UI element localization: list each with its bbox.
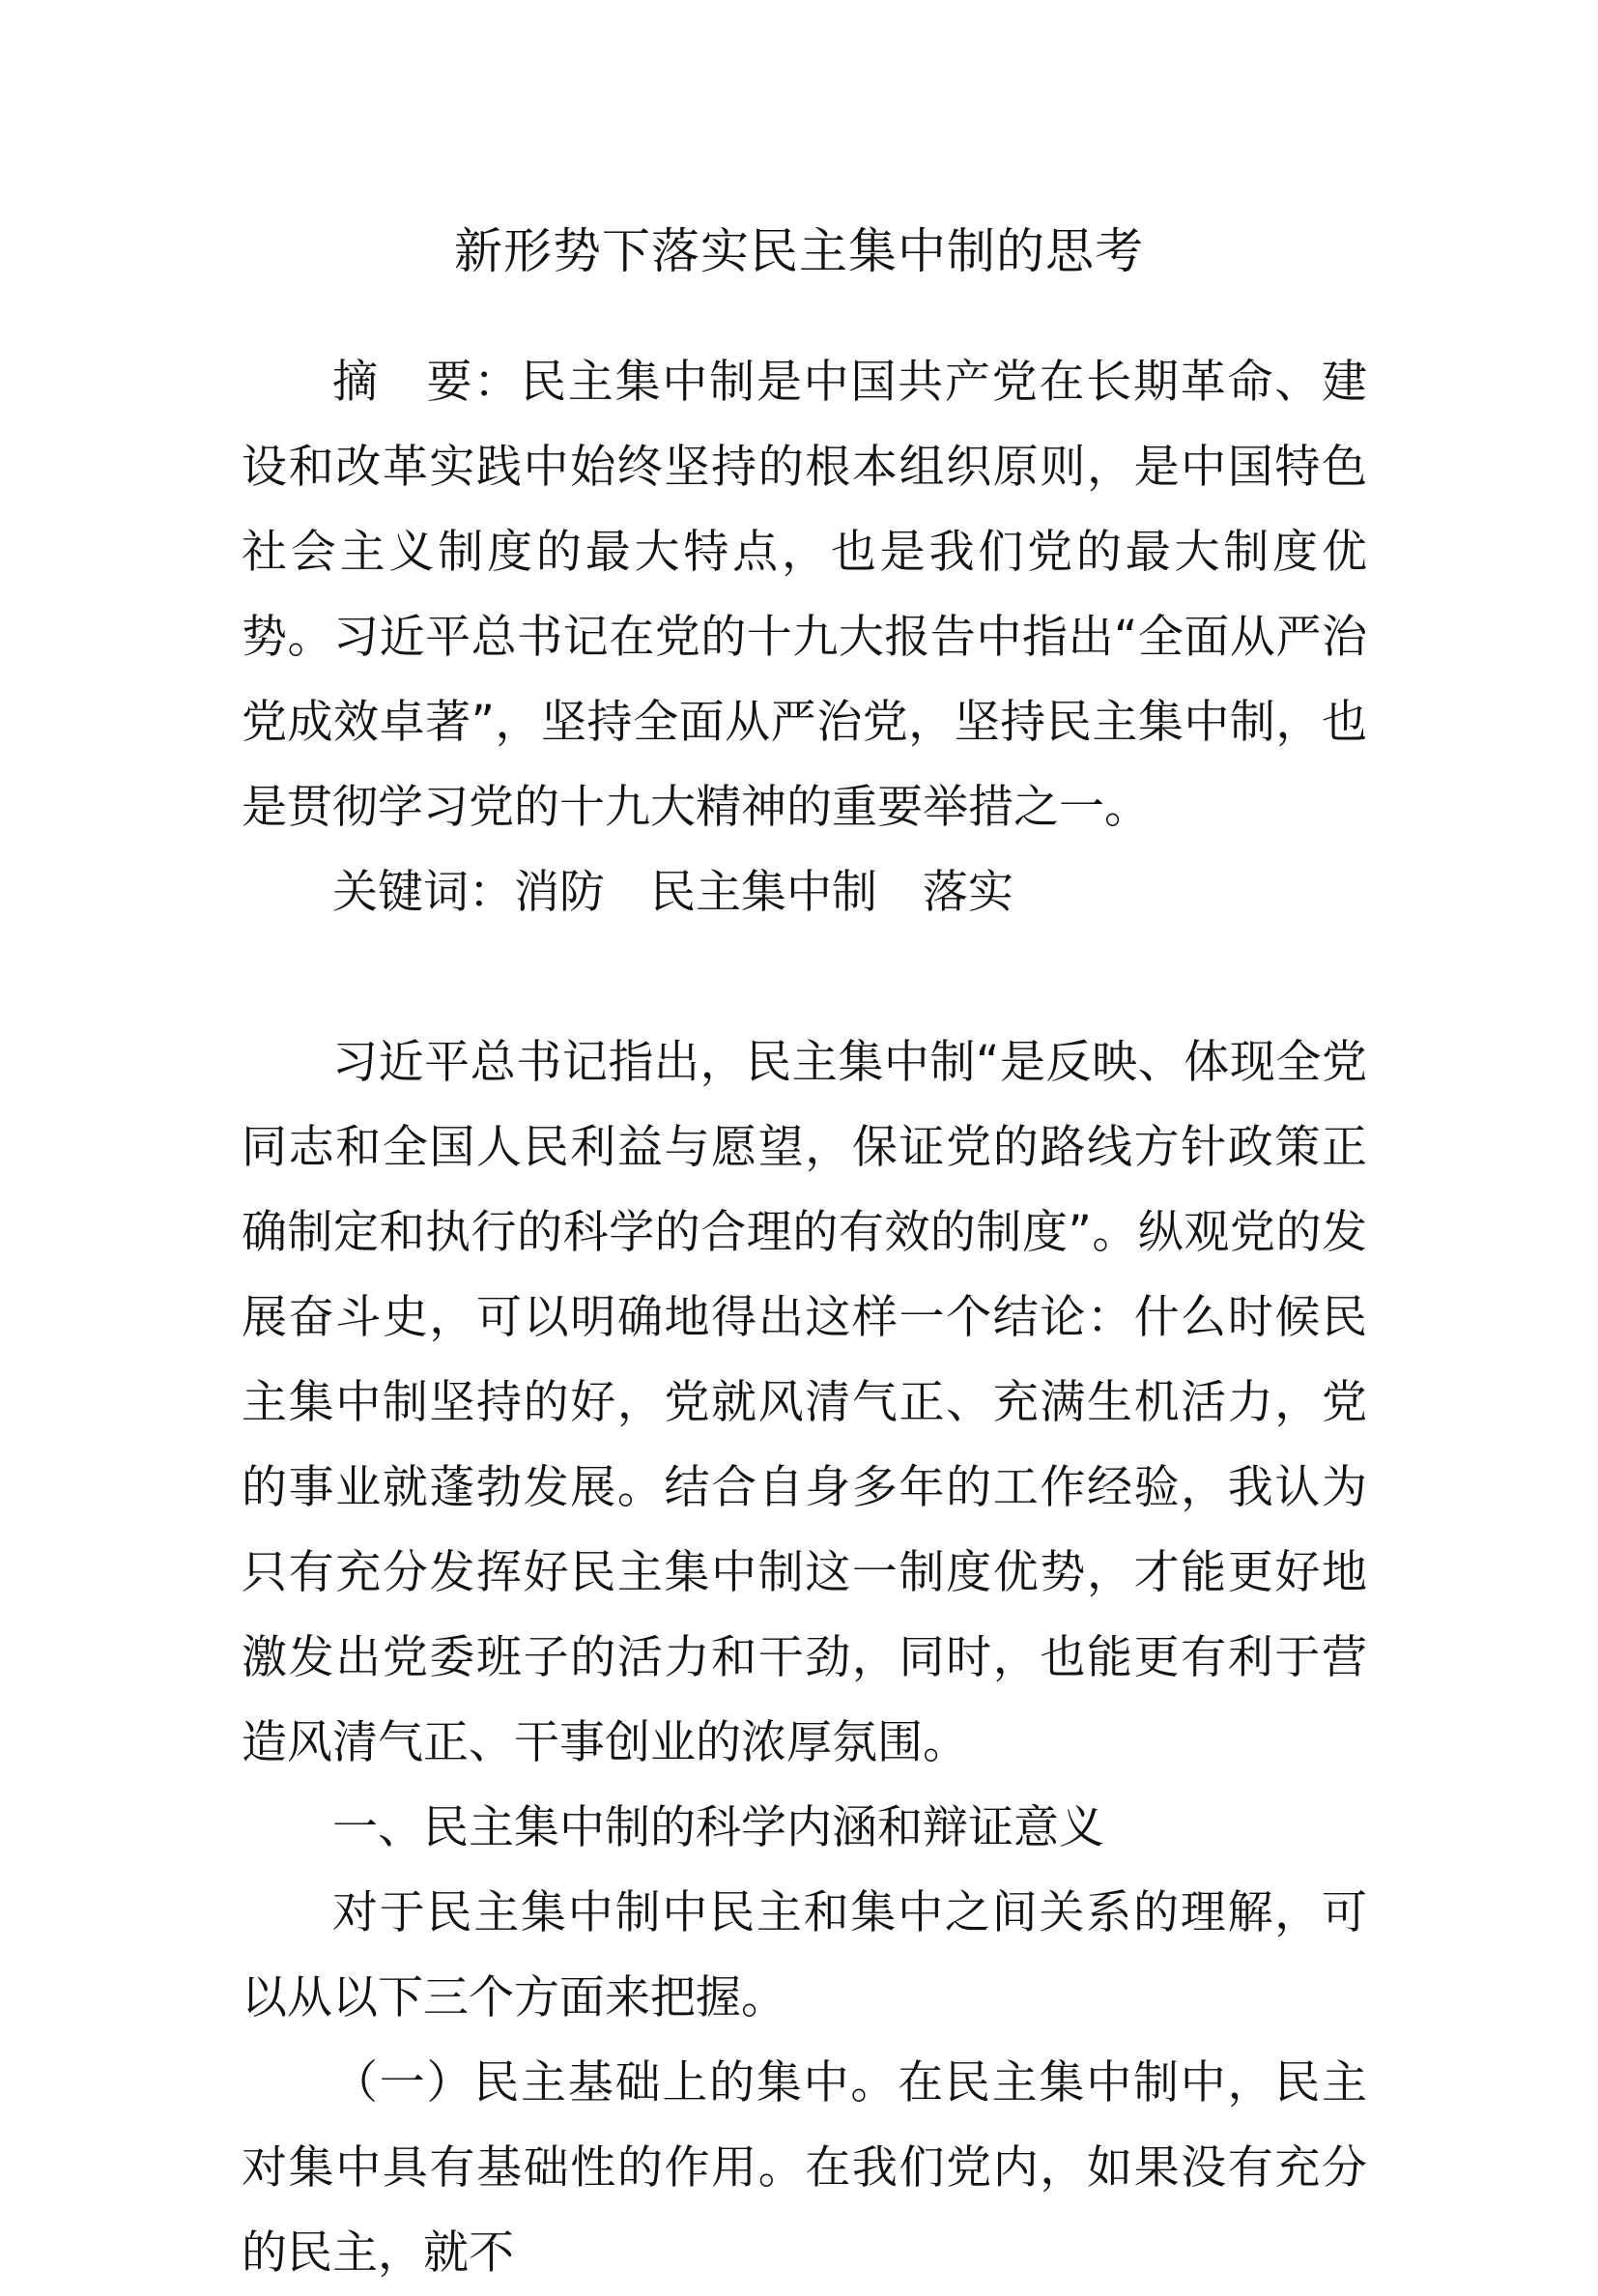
abstract-paragraph: 摘 要：民主集中制是中国共产党在长期革命、建设和改革实践中始终坚持的根本组织原则，是中国特色社会主义制度的最大特点，也是我们党的最大制度优势。习近平总书记在党的十九大报告中指出“全面从严治党成效卓著”，坚持全面从严治党，坚持民主集中制，也是贯彻学习党的十九大精神的重要举措之一。 bbox=[242, 356, 1367, 834]
section-heading-1: 一、民主集中制的科学内涵和辩证意义 bbox=[332, 1801, 1104, 1854]
section-spacer bbox=[242, 935, 1367, 1020]
document-title: 新形势下落实民主集中制的思考 bbox=[454, 223, 1144, 279]
body-paragraph-relationship: 对于民主集中制中民主和集中之间关系的理解，可以从以下三个方面来把握。 bbox=[242, 1886, 1367, 2024]
body-paragraph-subsection-1: （一）民主基础上的集中。在民主集中制中，民主对集中具有基础性的作用。在我们党内，如果没有充分的民主，就不 bbox=[242, 2056, 1367, 2280]
keywords-line: 关键词：消防 民主集中制 落实 bbox=[332, 866, 1013, 919]
document-body bbox=[242, 340, 1367, 2296]
body-paragraph-intro: 习近平总书记指出，民主集中制“是反映、体现全党同志和全国人民利益与愿望，保证党的路线方针政策正确制定和执行的科学的合理的有效的制度”。纵观党的发展奋斗史，可以明确地得出这样一个结论：什么时候民主集中制坚持的好，党就风清气正、充满生机活力，党的事业就蓬勃发展。结合自身多年的工作经验，我认为只有充分发挥好民主集中制这一制度优势，才能更好地激发出党委班子的活力和干劲，同时，也能更有利于营造风清气正、干事创业的浓厚氛围。 bbox=[242, 1036, 1367, 1769]
